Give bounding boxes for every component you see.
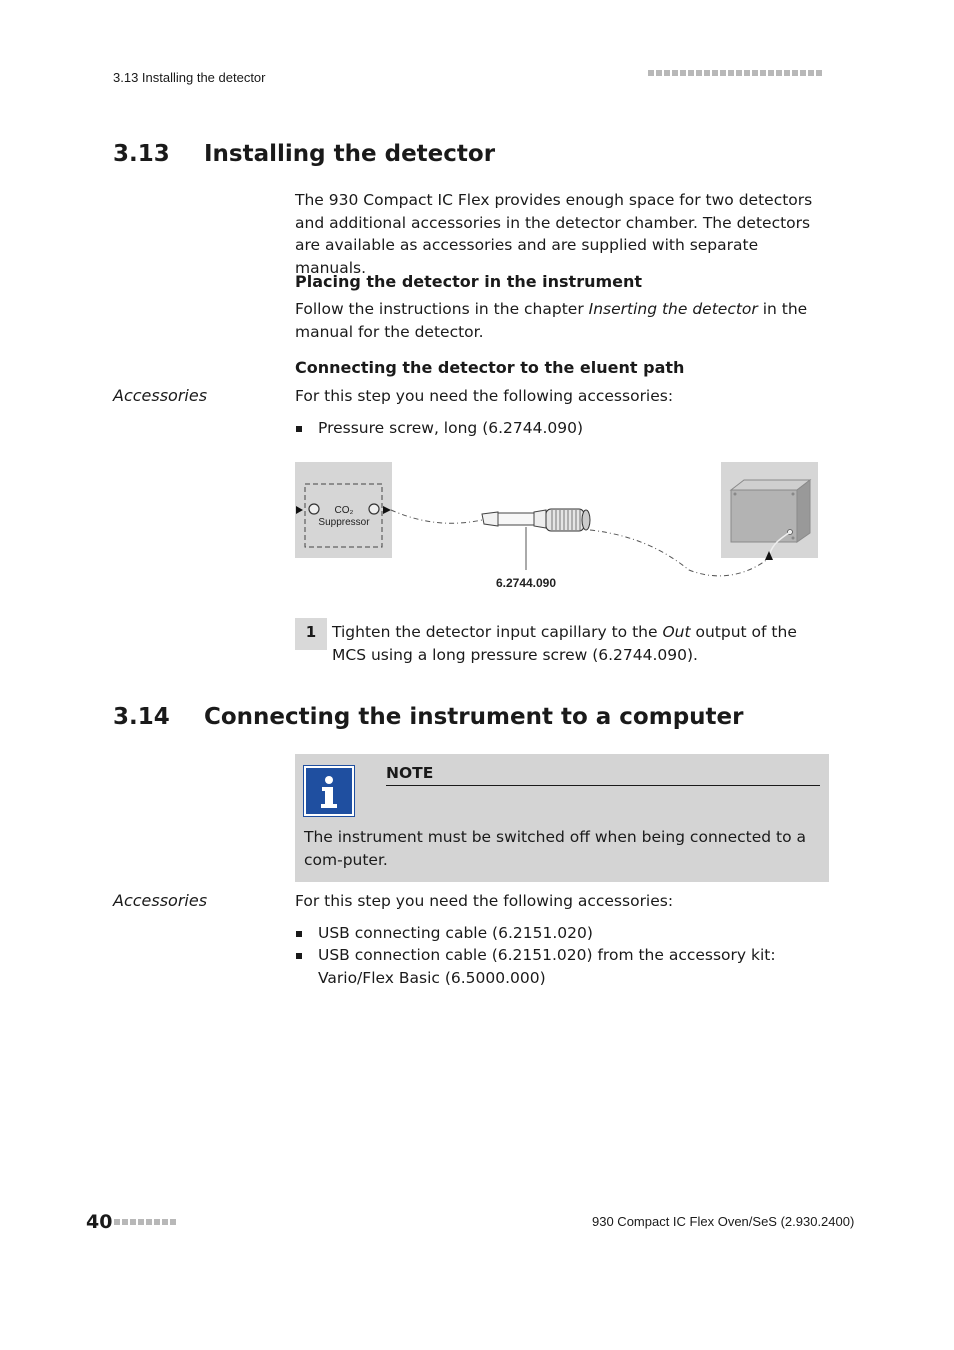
accessories-intro: For this step you need the following accessories: <box>295 387 674 405</box>
footer-decoration <box>114 1219 176 1225</box>
subheading-placing: Placing the detector in the instrument <box>295 272 643 291</box>
suppressor-label-line2: Suppressor <box>318 517 370 528</box>
note-title: NOTE <box>386 764 434 782</box>
outlet-port-icon <box>369 504 379 514</box>
intro-paragraph: The 930 Compact IC Flex provides enough space for two detectors and additional accessories in the detector chamber. The detectors are available as accessories and are supplied with separate manuals. <box>295 191 813 277</box>
section-title: Connecting the instrument to a computer <box>204 704 744 730</box>
margin-label-accessories: Accessories <box>113 386 208 405</box>
section-number: 3.13 <box>113 141 170 167</box>
detector-icon <box>731 480 810 542</box>
list-item: Pressure screw, long (6.2744.090) <box>295 417 583 440</box>
part-number-label: 6.2744.090 <box>495 576 557 590</box>
placing-paragraph: Follow the instructions in the chapter Inserting the detector in the manual for the detector. <box>295 300 808 341</box>
section-heading-3-14 <box>113 704 743 730</box>
section-title: Installing the detector <box>204 141 496 167</box>
running-header: 3.13 Installing the detector <box>113 70 266 85</box>
subheading-connecting: Connecting the detector to the eluent path <box>295 358 685 377</box>
margin-label-accessories: Accessories <box>113 891 208 910</box>
suppressor-label-line1: CO₂ <box>334 505 354 516</box>
pressure-screw-icon <box>482 509 590 531</box>
list-item: USB connection cable (6.2151.020) from the accessory kit: Vario/Flex Basic (6.5000.000) <box>295 944 833 989</box>
note-text: The instrument must be switched off when being connected to a com-puter. <box>304 828 807 869</box>
inlet-port-icon <box>309 504 319 514</box>
document-title: 930 Compact IC Flex Oven/SeS (2.930.2400) <box>592 1214 855 1229</box>
header-decoration <box>648 70 822 76</box>
step-text: Tighten the detector input capillary to the Out output of the MCS using a long pressure screw (6.2744.090). <box>332 623 797 664</box>
accessories-intro: For this step you need the following accessories: <box>295 892 674 910</box>
section-heading-3-13 <box>113 141 495 167</box>
page-number: 40 <box>86 1211 113 1233</box>
connection-diagram <box>294 460 820 595</box>
note-divider <box>386 785 820 786</box>
info-icon <box>304 766 354 816</box>
list-item: USB connecting cable (6.2151.020) <box>295 922 833 945</box>
capillary-line-left <box>391 510 482 523</box>
section-number: 3.14 <box>113 704 170 730</box>
step-number-badge: 1 <box>295 618 327 650</box>
